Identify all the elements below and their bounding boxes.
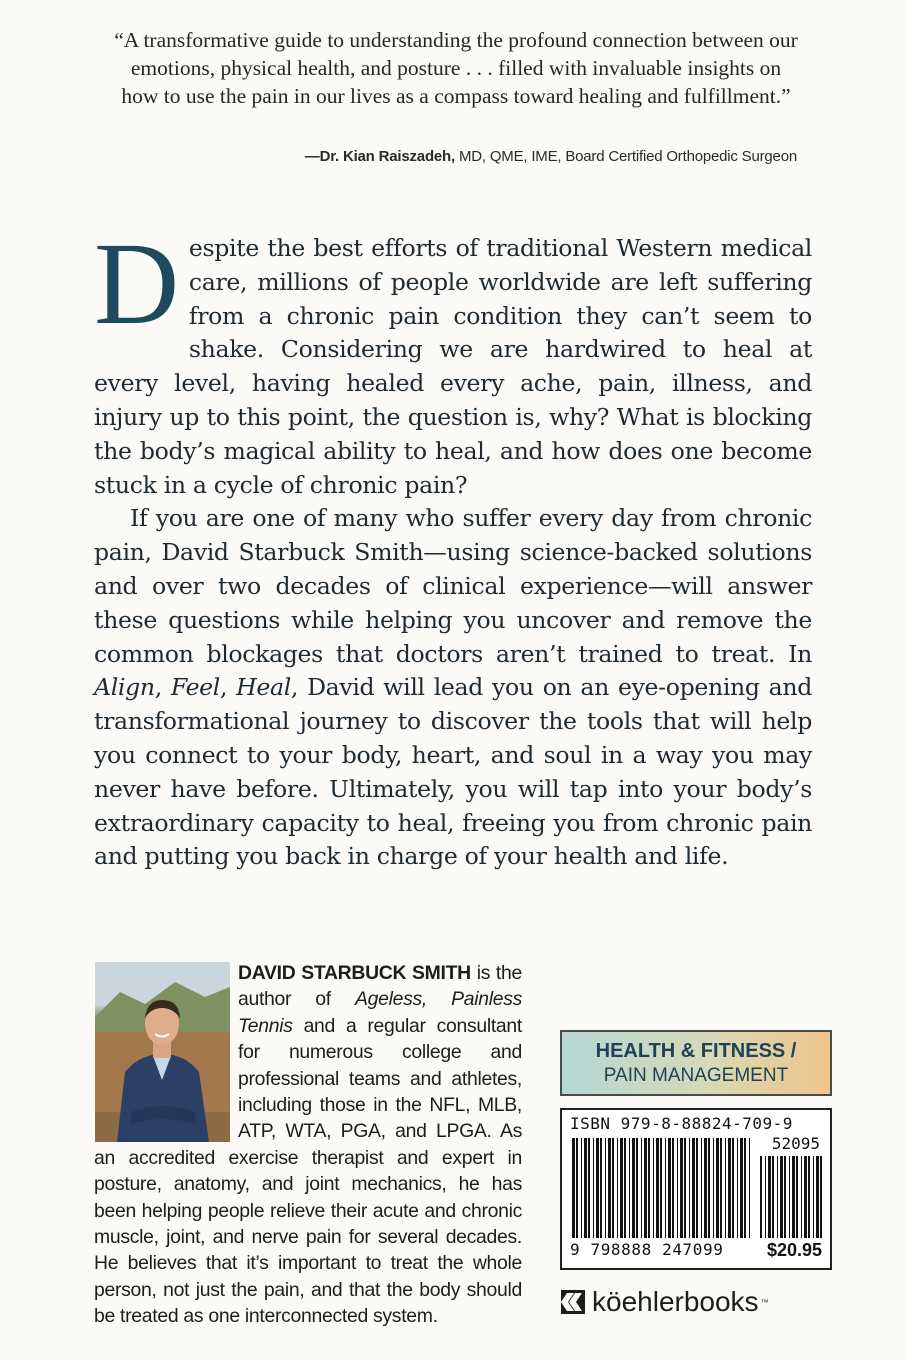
barcode-bar — [593, 1138, 594, 1238]
barcode-digits: 9 798888 247099 — [570, 1240, 724, 1259]
isbn-barcode — [560, 1108, 832, 1270]
barcode-bar — [576, 1138, 578, 1238]
book-description — [94, 218, 812, 874]
barcode-bar — [768, 1156, 771, 1238]
publisher-logo — [560, 1284, 832, 1320]
author-bio-a: is the author of — [238, 962, 522, 1011]
title-word-heal: Heal — [236, 673, 291, 702]
barcode-bar — [620, 1138, 623, 1238]
barcode-bar — [772, 1156, 774, 1238]
description-paragraph-2 — [94, 502, 812, 874]
publisher-logo-icon — [560, 1289, 586, 1315]
barcode-bar — [668, 1138, 671, 1238]
title-separator: , — [220, 673, 237, 702]
attribution-credentials: MD, QME, IME, Board Certified Orthopedic Surgeon — [454, 148, 797, 165]
barcode-bar — [641, 1138, 642, 1238]
barcode-bar — [624, 1138, 626, 1238]
previous-book-title: Ageless, Painless Tennis — [238, 988, 523, 1037]
barcode-bars — [572, 1138, 750, 1238]
author-name: DAVID STARBUCK SMITH — [238, 962, 471, 984]
barcode-bar — [725, 1138, 726, 1238]
description-p1-text: espite the best efforts of traditional Western medical care, millions of people worldwide are left suffering from a chronic pain condition they can’t seem to shake. Considering we are hardwired to heal at every level, having healed every ache, pain, illness, and injury up to this point, the question is, why? What is blocking the body’s magical ability to heal, and how does one become stuck in a cycle of chronic pain? — [94, 234, 812, 499]
barcode-bar — [653, 1138, 654, 1238]
description-p2-text-a: If you are one of many who suffer every day from chronic pain, David Starbuck Smith—using science-backed solutions and over two decades of clinical experience—will answer these questions while helping you uncover and remove the common blockages that doctors aren’t trained to treat. In — [94, 504, 812, 668]
barcode-bar — [581, 1138, 582, 1238]
title-word-align: Align — [94, 673, 155, 702]
title-word-feel: Feel — [170, 673, 220, 702]
barcode-bar — [813, 1156, 814, 1238]
barcode-bar — [684, 1138, 686, 1238]
barcode-bar — [765, 1156, 766, 1238]
barcode-bar — [605, 1138, 606, 1238]
barcode-bar — [644, 1138, 647, 1238]
barcode-bar — [692, 1138, 695, 1238]
barcode-bar — [636, 1138, 638, 1238]
category-label — [560, 1030, 832, 1096]
barcode-bar — [617, 1138, 618, 1238]
price-text: $20.95 — [766, 1240, 822, 1260]
barcode-bar — [728, 1138, 731, 1238]
barcode-bar — [777, 1156, 778, 1238]
barcode-bar — [608, 1138, 611, 1238]
barcode-bar — [572, 1138, 575, 1238]
barcode-bar — [792, 1156, 795, 1238]
barcode-bar — [760, 1156, 762, 1238]
barcode-bar — [796, 1156, 798, 1238]
description-paragraph-1 — [94, 218, 812, 502]
barcode-bar — [672, 1138, 674, 1238]
barcode-bar — [820, 1156, 822, 1238]
category-primary: HEALTH & FITNESS / — [595, 1040, 797, 1062]
barcode-bar — [740, 1138, 743, 1238]
barcode-bar — [648, 1138, 650, 1238]
barcode-bar — [660, 1138, 662, 1238]
description-p2-text-b: , David will lead you on an eye-opening and transformational journey to discover the tools that will help you connect to your body, heart, and soul in a way you may never have before. Ultimately, you will tap into your body’s extraordinary capacity to heal, freeing you from chronic pain and putting you back in charge of your health and life. — [94, 673, 812, 871]
publisher-name: köehlerbooks — [592, 1286, 759, 1317]
barcode-bar — [612, 1138, 614, 1238]
barcode-bar — [708, 1138, 710, 1238]
endorsement-quote: “A transformative guide to understanding the profound connection between our emotions, physical health, and posture . . . filled with invaluable insights on how to use the pain in our lives as a compass toward healing and fulfillment.” — [114, 28, 798, 108]
barcode-bar — [596, 1138, 599, 1238]
barcode-bar — [808, 1156, 810, 1238]
barcode-bar — [689, 1138, 690, 1238]
barcode-bar — [804, 1156, 807, 1238]
barcode-bar — [737, 1138, 738, 1238]
isbn-text: ISBN 979-8-88824-709-9 — [570, 1114, 793, 1133]
barcode-bar — [716, 1138, 719, 1238]
barcode-bar — [680, 1138, 683, 1238]
barcode-bar — [732, 1138, 734, 1238]
barcode-bar — [801, 1156, 802, 1238]
barcode-bar — [632, 1138, 635, 1238]
barcode-bar — [588, 1138, 590, 1238]
barcode-bar — [704, 1138, 707, 1238]
barcode-bar — [584, 1138, 587, 1238]
trademark: ™ — [760, 1297, 769, 1307]
barcode-bar — [720, 1138, 722, 1238]
drop-cap: D — [94, 218, 179, 349]
price-barcode-bars — [760, 1156, 822, 1238]
barcode-bar — [749, 1138, 750, 1238]
endorsement-attribution — [305, 148, 797, 165]
author-bio-b: and a regular consultant for numerous college and professional teams and athletes, including those in the NFL, MLB, ATP, WTA, PGA, and LPGA. As an accredited exercise therapist and expert in posture, anatomy, and joint mechanics, he has been helping people relieve their acute and chronic muscle, joint, and nerve pain for several decades. He believes that it’s important to treat the whole person, not just the pain, and that the body should be treated as one interconnected system. — [94, 1014, 522, 1328]
barcode-bar — [713, 1138, 714, 1238]
barcode-bar — [696, 1138, 698, 1238]
barcode-bar — [744, 1138, 746, 1238]
barcode-bar — [780, 1156, 783, 1238]
barcode-bar — [677, 1138, 678, 1238]
title-separator: , — [154, 673, 171, 702]
barcode-bar — [600, 1138, 602, 1238]
barcode-bar — [665, 1138, 666, 1238]
category-secondary: PAIN MANAGEMENT — [603, 1065, 789, 1086]
barcode-bar — [816, 1156, 819, 1238]
attribution-name: —Dr. Kian Raiszadeh, — [304, 148, 455, 165]
barcode-bar — [656, 1138, 659, 1238]
barcode-bar — [701, 1138, 702, 1238]
price-code-text: 52095 — [771, 1134, 820, 1153]
barcode-bar — [789, 1156, 790, 1238]
barcode-bar — [629, 1138, 630, 1238]
barcode-bar — [784, 1156, 786, 1238]
